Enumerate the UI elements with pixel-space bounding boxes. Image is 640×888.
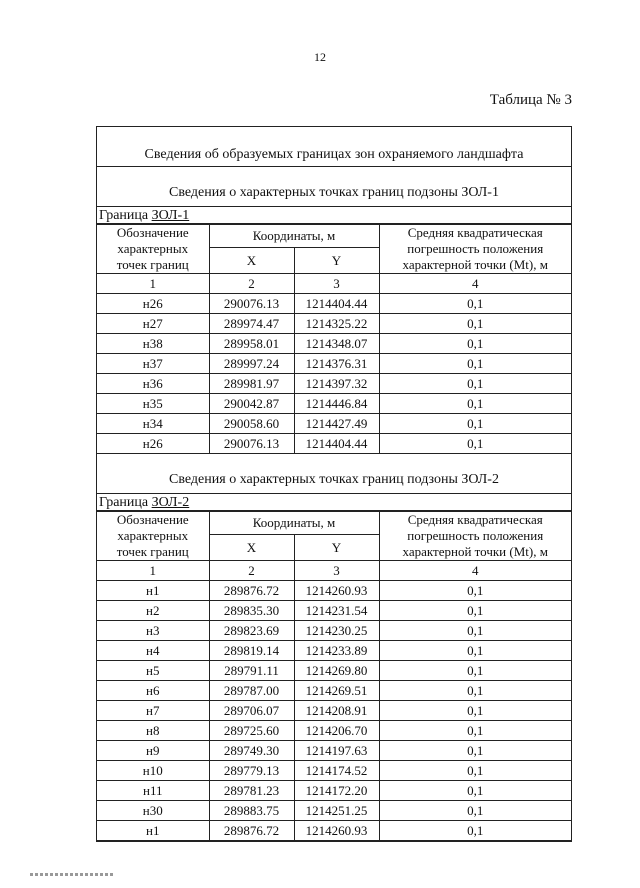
scan-artifact xyxy=(30,873,114,876)
coord-x: 289791.11 xyxy=(209,661,294,681)
header-y: Y xyxy=(294,248,379,274)
coord-x: 289779.13 xyxy=(209,761,294,781)
header-designation: Обозначение характерных точек границ xyxy=(97,512,209,561)
header-x: X xyxy=(209,535,294,561)
table-row xyxy=(97,314,571,334)
coord-y: 1214251.25 xyxy=(294,801,379,821)
coord-y: 1214260.93 xyxy=(294,581,379,601)
point-name: н27 xyxy=(97,314,209,334)
coord-y: 1214325.22 xyxy=(294,314,379,334)
point-name: н10 xyxy=(97,761,209,781)
coord-y: 1214231.54 xyxy=(294,601,379,621)
coord-x: 289876.72 xyxy=(209,581,294,601)
section-caption: Сведения о характерных точках границ подзоны ЗОЛ-2 xyxy=(97,454,571,494)
header-error: Средняя квадратическая погрешность положения характерной точки (Mt), м xyxy=(379,512,571,561)
boundary-name: ЗОЛ-1 xyxy=(151,208,190,223)
coord-y: 1214206.70 xyxy=(294,721,379,741)
table-row xyxy=(97,801,571,821)
header-x: X xyxy=(209,248,294,274)
coord-x: 289706.07 xyxy=(209,701,294,721)
point-name: н5 xyxy=(97,661,209,681)
error-value: 0,1 xyxy=(379,314,571,334)
point-name: н26 xyxy=(97,434,209,454)
point-name: н35 xyxy=(97,394,209,414)
coord-y: 1214376.31 xyxy=(294,354,379,374)
table-row xyxy=(97,781,571,801)
boundary-label: Граница ЗОЛ-2 xyxy=(97,494,571,511)
coord-x: 289781.23 xyxy=(209,781,294,801)
coord-x: 289958.01 xyxy=(209,334,294,354)
coord-x: 289835.30 xyxy=(209,601,294,621)
table-row xyxy=(97,821,571,841)
table-row xyxy=(97,681,571,701)
column-number: 4 xyxy=(379,274,571,294)
coord-y: 1214269.51 xyxy=(294,681,379,701)
coord-x: 289819.14 xyxy=(209,641,294,661)
error-value: 0,1 xyxy=(379,414,571,434)
error-value: 0,1 xyxy=(379,681,571,701)
header-coordinates: Координаты, м xyxy=(209,225,379,248)
error-value: 0,1 xyxy=(379,741,571,761)
coord-x: 289725.60 xyxy=(209,721,294,741)
coord-x: 289749.30 xyxy=(209,741,294,761)
column-number: 4 xyxy=(379,561,571,581)
coord-y: 1214197.63 xyxy=(294,741,379,761)
coord-y: 1214233.89 xyxy=(294,641,379,661)
table-row xyxy=(97,741,571,761)
table-row xyxy=(97,701,571,721)
coord-y: 1214348.07 xyxy=(294,334,379,354)
table-frame xyxy=(96,126,572,842)
coord-x: 290076.13 xyxy=(209,294,294,314)
point-name: н34 xyxy=(97,414,209,434)
error-value: 0,1 xyxy=(379,581,571,601)
point-name: н26 xyxy=(97,294,209,314)
error-value: 0,1 xyxy=(379,621,571,641)
coordinates-table xyxy=(97,224,571,454)
column-number: 2 xyxy=(209,561,294,581)
point-name: н1 xyxy=(97,821,209,841)
point-name: н4 xyxy=(97,641,209,661)
coord-y: 1214397.32 xyxy=(294,374,379,394)
error-value: 0,1 xyxy=(379,761,571,781)
coord-x: 289823.69 xyxy=(209,621,294,641)
table-row xyxy=(97,394,571,414)
point-name: н9 xyxy=(97,741,209,761)
point-name: н38 xyxy=(97,334,209,354)
column-number: 3 xyxy=(294,274,379,294)
error-value: 0,1 xyxy=(379,434,571,454)
coord-y: 1214260.93 xyxy=(294,821,379,841)
coord-x: 290058.60 xyxy=(209,414,294,434)
table-row xyxy=(97,414,571,434)
coord-x: 290042.87 xyxy=(209,394,294,414)
coord-x: 290076.13 xyxy=(209,434,294,454)
header-error: Средняя квадратическая погрешность положения характерной точки (Mt), м xyxy=(379,225,571,274)
point-name: н30 xyxy=(97,801,209,821)
error-value: 0,1 xyxy=(379,721,571,741)
table-row xyxy=(97,581,571,601)
coord-y: 1214404.44 xyxy=(294,294,379,314)
coord-x: 289883.75 xyxy=(209,801,294,821)
main-caption: Сведения об образуемых границах зон охраняемого ландшафта xyxy=(97,127,571,167)
error-value: 0,1 xyxy=(379,661,571,681)
page-number: 12 xyxy=(314,50,326,64)
coord-y: 1214404.44 xyxy=(294,434,379,454)
coord-x: 289974.47 xyxy=(209,314,294,334)
column-number: 1 xyxy=(97,561,209,581)
point-name: н11 xyxy=(97,781,209,801)
coord-x: 289997.24 xyxy=(209,354,294,374)
error-value: 0,1 xyxy=(379,821,571,841)
header-designation: Обозначение характерных точек границ xyxy=(97,225,209,274)
coord-x: 289876.72 xyxy=(209,821,294,841)
table-row xyxy=(97,761,571,781)
point-name: н1 xyxy=(97,581,209,601)
error-value: 0,1 xyxy=(379,701,571,721)
coord-y: 1214427.49 xyxy=(294,414,379,434)
coord-x: 289787.00 xyxy=(209,681,294,701)
coord-y: 1214269.80 xyxy=(294,661,379,681)
table-row xyxy=(97,721,571,741)
error-value: 0,1 xyxy=(379,354,571,374)
table-row xyxy=(97,354,571,374)
point-name: н8 xyxy=(97,721,209,741)
error-value: 0,1 xyxy=(379,601,571,621)
column-number: 1 xyxy=(97,274,209,294)
coordinates-table xyxy=(97,511,571,841)
coord-y: 1214172.20 xyxy=(294,781,379,801)
error-value: 0,1 xyxy=(379,394,571,414)
header-coordinates: Координаты, м xyxy=(209,512,379,535)
sections-container xyxy=(97,167,571,841)
coord-y: 1214446.84 xyxy=(294,394,379,414)
point-name: н2 xyxy=(97,601,209,621)
error-value: 0,1 xyxy=(379,641,571,661)
point-name: н7 xyxy=(97,701,209,721)
error-value: 0,1 xyxy=(379,334,571,354)
table-title: Таблица № 3 xyxy=(489,92,572,108)
point-name: н36 xyxy=(97,374,209,394)
table-row xyxy=(97,334,571,354)
error-value: 0,1 xyxy=(379,294,571,314)
column-number: 2 xyxy=(209,274,294,294)
table-row xyxy=(97,374,571,394)
boundary-label: Граница ЗОЛ-1 xyxy=(97,207,571,224)
coord-y: 1214230.25 xyxy=(294,621,379,641)
error-value: 0,1 xyxy=(379,801,571,821)
boundary-name: ЗОЛ-2 xyxy=(151,495,190,510)
coord-y: 1214174.52 xyxy=(294,761,379,781)
coord-y: 1214208.91 xyxy=(294,701,379,721)
header-y: Y xyxy=(294,535,379,561)
coord-x: 289981.97 xyxy=(209,374,294,394)
table-row xyxy=(97,621,571,641)
point-name: н6 xyxy=(97,681,209,701)
error-value: 0,1 xyxy=(379,374,571,394)
point-name: н3 xyxy=(97,621,209,641)
point-name: н37 xyxy=(97,354,209,374)
table-row xyxy=(97,641,571,661)
table-row xyxy=(97,661,571,681)
section-caption: Сведения о характерных точках границ подзоны ЗОЛ-1 xyxy=(97,167,571,207)
error-value: 0,1 xyxy=(379,781,571,801)
column-number: 3 xyxy=(294,561,379,581)
table-row xyxy=(97,434,571,454)
table-row xyxy=(97,601,571,621)
table-row xyxy=(97,294,571,314)
